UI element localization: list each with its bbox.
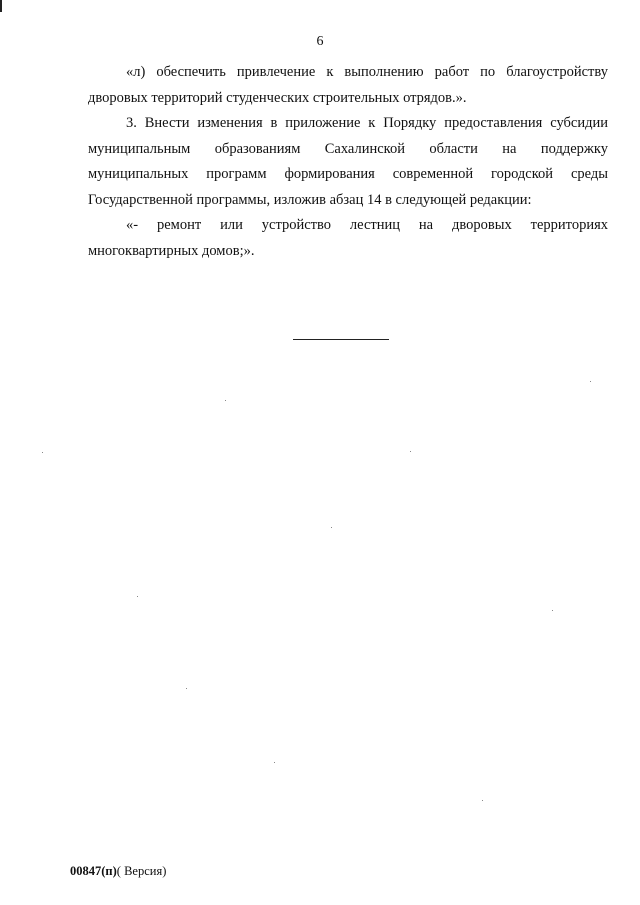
scan-speck	[331, 527, 332, 528]
paragraph-2: 3. Внести изменения в приложение к Порядку предоставления субсидии муниципальным образованиям Сахалинской области на поддержку муниципальных программ формирования современной городской среды Государственной программы, изложив абзац 14 в следующей редакции:	[88, 115, 608, 208]
paragraph-1: «л) обеспечить привлечение к выполнению работ по благоустройству дворовых территорий студенческих строительных отрядов.».	[88, 64, 608, 106]
end-separator-line	[293, 339, 389, 340]
document-code: 00847(п)	[70, 864, 117, 878]
document-version: ( Версия)	[116, 864, 167, 878]
scan-speck	[552, 610, 553, 611]
scan-speck	[482, 800, 483, 801]
scan-speck	[186, 688, 187, 689]
scan-speck	[274, 762, 275, 763]
footer-code	[70, 864, 166, 879]
document-body	[88, 60, 608, 264]
scan-speck	[137, 596, 138, 597]
paragraph-3: «- ремонт или устройство лестниц на дворовых территориях многоквартирных домов;».	[88, 217, 608, 259]
scan-speck	[590, 381, 591, 382]
scan-speck	[410, 451, 411, 452]
scan-edge-mark	[0, 0, 2, 12]
scan-speck	[42, 452, 43, 453]
page-number: 6	[316, 34, 324, 49]
scan-speck	[225, 400, 226, 401]
